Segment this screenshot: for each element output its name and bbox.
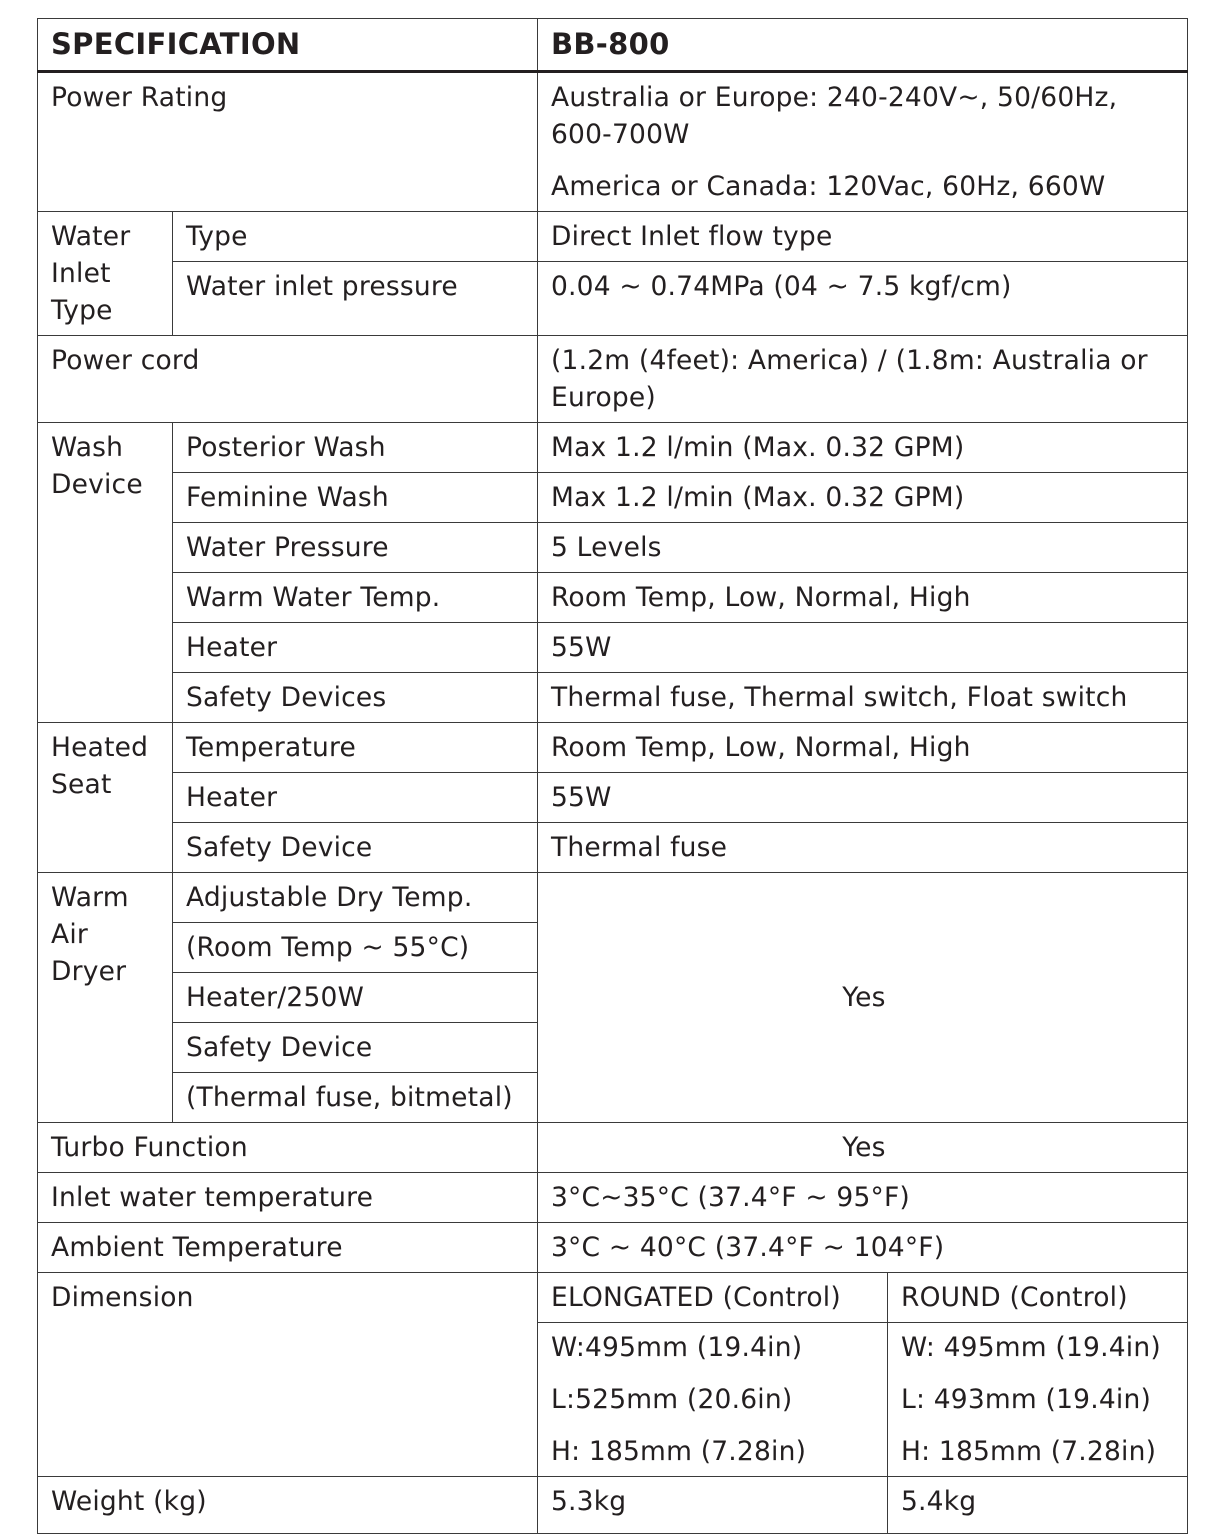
wash-device-item-value: 5 Levels (538, 523, 1188, 573)
weight-label: Weight (kg) (38, 1477, 538, 1534)
warm-air-dryer-row (38, 873, 1188, 923)
wash-device-item-label: Safety Devices (173, 673, 538, 723)
wash-device-item-value: 55W (538, 623, 1188, 673)
wash-device-row (38, 523, 1188, 573)
ambient-temperature-label: Ambient Temperature (38, 1223, 538, 1273)
ambient-temperature-value: 3°C ~ 40°C (37.4°F ~ 104°F) (538, 1223, 1188, 1273)
weight-elongated-value: 5.3kg (538, 1477, 888, 1534)
heated-seat-item-label: Temperature (173, 723, 538, 773)
inlet-water-temperature-label: Inlet water temperature (38, 1173, 538, 1223)
warm-air-dryer-item-label: Safety Device (173, 1023, 538, 1073)
dimension-label: Dimension (38, 1273, 538, 1477)
power-cord-value: (1.2m (4feet): America) / (1.8m: Australia or Europe) (538, 336, 1188, 423)
water-inlet-pressure-row (38, 262, 1188, 336)
wash-device-item-label: Feminine Wash (173, 473, 538, 523)
warm-air-dryer-value: Yes (538, 873, 1188, 1123)
water-inlet-type-value: Direct Inlet flow type (538, 212, 1188, 262)
dimension-header-row (38, 1273, 1188, 1323)
weight-round-value: 5.4kg (888, 1477, 1188, 1534)
heated-seat-row (38, 773, 1188, 823)
wash-device-row (38, 573, 1188, 623)
warm-air-dryer-item-label: (Thermal fuse, bitmetal) (173, 1073, 538, 1123)
turbo-function-row (38, 1123, 1188, 1173)
dimension-line: L:525mm (20.6in) (551, 1384, 793, 1415)
wash-device-row (38, 673, 1188, 723)
power-rating-line: 600-700W (551, 119, 690, 150)
wash-device-row (38, 423, 1188, 473)
dimension-line: H: 185mm (7.28in) (901, 1436, 1157, 1467)
dimension-line: H: 185mm (7.28in) (551, 1436, 807, 1467)
water-inlet-pressure-label: Water inlet pressure (173, 262, 538, 336)
power-rating-row (38, 72, 1188, 212)
power-rating-label: Power Rating (38, 72, 538, 212)
power-rating-line: America or Canada: 120Vac, 60Hz, 660W (551, 171, 1106, 202)
spec-header: SPECIFICATION (38, 19, 538, 72)
warm-air-dryer-group-label: Warm Air Dryer (38, 873, 173, 1123)
heated-seat-item-label: Safety Device (173, 823, 538, 873)
wash-device-row (38, 623, 1188, 673)
wash-device-item-label: Posterior Wash (173, 423, 538, 473)
wash-device-group-label: Wash Device (38, 423, 173, 723)
dimension-line: W: 495mm (19.4in) (901, 1332, 1161, 1363)
wash-device-item-label: Warm Water Temp. (173, 573, 538, 623)
heated-seat-row (38, 823, 1188, 873)
power-rating-value (538, 72, 1188, 212)
wash-device-row (38, 473, 1188, 523)
weight-row (38, 1477, 1188, 1534)
wash-device-item-label: Water Pressure (173, 523, 538, 573)
heated-seat-item-value: Thermal fuse (538, 823, 1188, 873)
dimension-elongated-values (538, 1323, 888, 1477)
wash-device-item-label: Heater (173, 623, 538, 673)
heated-seat-item-label: Heater (173, 773, 538, 823)
dimension-elongated-header: ELONGATED (Control) (538, 1273, 888, 1323)
inlet-water-temperature-row (38, 1173, 1188, 1223)
model-header: BB-800 (538, 19, 1188, 72)
inlet-water-temperature-value: 3°C~35°C (37.4°F ~ 95°F) (538, 1173, 1188, 1223)
power-cord-row (38, 336, 1188, 423)
warm-air-dryer-item-label: Heater/250W (173, 973, 538, 1023)
dimension-line: W:495mm (19.4in) (551, 1332, 803, 1363)
warm-air-dryer-item-label: (Room Temp ~ 55°C) (173, 923, 538, 973)
water-inlet-type-row (38, 212, 1188, 262)
heated-seat-row (38, 723, 1188, 773)
header-row (38, 19, 1188, 72)
wash-device-item-value: Max 1.2 l/min (Max. 0.32 GPM) (538, 423, 1188, 473)
wash-device-item-value: Max 1.2 l/min (Max. 0.32 GPM) (538, 473, 1188, 523)
heated-seat-group-label: Heated Seat (38, 723, 173, 873)
water-inlet-pressure-value: 0.04 ~ 0.74MPa (04 ~ 7.5 kgf/cm) (538, 262, 1188, 336)
ambient-temperature-row (38, 1223, 1188, 1273)
water-inlet-type-label: Type (173, 212, 538, 262)
wash-device-item-value: Room Temp, Low, Normal, High (538, 573, 1188, 623)
dimension-round-values (888, 1323, 1188, 1477)
specification-table (37, 18, 1188, 1534)
turbo-function-value: Yes (538, 1123, 1188, 1173)
warm-air-dryer-item-label: Adjustable Dry Temp. (173, 873, 538, 923)
heated-seat-item-value: 55W (538, 773, 1188, 823)
dimension-line: L: 493mm (19.4in) (901, 1384, 1151, 1415)
dimension-round-header: ROUND (Control) (888, 1273, 1188, 1323)
power-rating-line: Australia or Europe: 240-240V~, 50/60Hz, (551, 82, 1118, 113)
wash-device-item-value: Thermal fuse, Thermal switch, Float switch (538, 673, 1188, 723)
heated-seat-item-value: Room Temp, Low, Normal, High (538, 723, 1188, 773)
power-cord-label: Power cord (38, 336, 538, 423)
turbo-function-label: Turbo Function (38, 1123, 538, 1173)
water-inlet-group-label: Water Inlet Type (38, 212, 173, 336)
